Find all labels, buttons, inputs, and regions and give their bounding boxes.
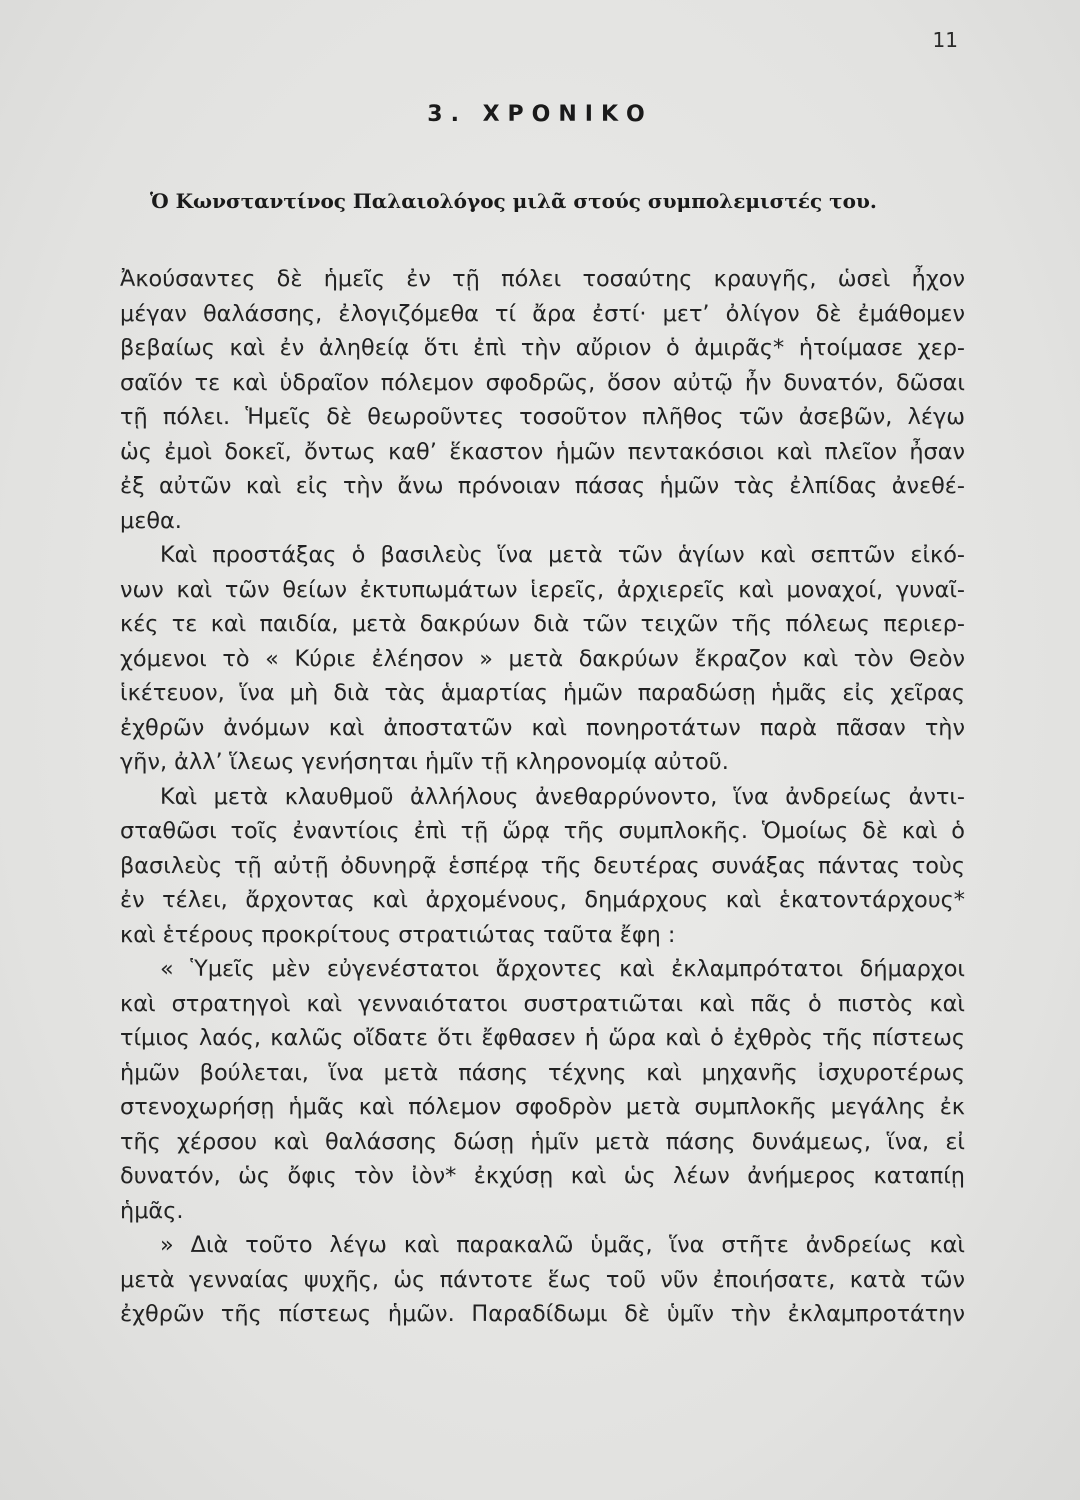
text-line: βεβαίως καὶ ἐν ἀληθείᾳ ὅτι ἐπὶ τὴν αὔριον ὁ ἀμιρᾶς* ἡτοίμασε χερ- xyxy=(120,335,965,361)
text-line: ἐξ αὐτῶν καὶ εἰς τὴν ἄνω πρόνοιαν πάσας ἡμῶν τὰς ἐλπίδας ἀνεθέ- xyxy=(120,473,965,499)
paragraph xyxy=(120,538,965,780)
text-line: Καὶ προστάξας ὁ βασιλεὺς ἵνα μετὰ τῶν ἁγίων καὶ σεπτῶν εἰκό- xyxy=(160,542,965,568)
text-line: καὶ στρατηγοὶ καὶ γενναιότατοι συστρατιῶται καὶ πᾶς ὁ πιστὸς καὶ xyxy=(120,990,965,1017)
text-line: τῇ πόλει. Ἡμεῖς δὲ θεωροῦντες τοσοῦτον πλῆθος τῶν ἀσεβῶν, λέγω xyxy=(120,404,965,430)
text-line: χόμενοι τὸ « Κύριε ἐλέησον » μετὰ δακρύων ἔκραζον καὶ τὸν Θεὸν xyxy=(120,645,965,672)
subtitle: Ὁ Κωνσταντίνος Παλαιολόγος μιλᾶ στούς συμπολεμιστές του. xyxy=(150,189,877,213)
text-line: » Διὰ τοῦτο λέγω καὶ παρακαλῶ ὑμᾶς, ἵνα στῆτε ἀνδρείως καὶ xyxy=(160,1232,965,1258)
text-line: γῆν, ἀλλ’ ἵλεως γενήσηται ἡμῖν τῇ κληρονομίᾳ αὐτοῦ. xyxy=(120,749,729,775)
text-line: τίμιος λαός, καλῶς οἴδατε ὅτι ἔφθασεν ἡ ὥρα καὶ ὁ ἐχθρὸς τῆς πίστεως xyxy=(120,1025,965,1051)
text-line: ὡς ἐμοὶ δοκεῖ, ὄντως καθ’ ἕκαστον ἡμῶν πεντακόσιοι καὶ πλεῖον ἦσαν xyxy=(120,438,965,465)
text-line: κές τε καὶ παιδία, μετὰ δακρύων διὰ τῶν τειχῶν τῆς πόλεως περιερ- xyxy=(120,611,965,637)
text-line: καὶ ἑτέρους προκρίτους στρατιώτας ταῦτα ἔφη : xyxy=(120,921,676,948)
text-line: στενοχωρήσῃ ἡμᾶς καὶ πόλεμον σφοδρὸν μετὰ συμπλοκῆς μεγάλης ἐκ xyxy=(120,1094,965,1120)
text-line: ἡμῶν βούλεται, ἵνα μετὰ πάσης τέχνης καὶ μηχανῆς ἰσχυροτέρως xyxy=(120,1059,965,1086)
paragraph xyxy=(120,1228,965,1332)
paragraph xyxy=(120,262,965,538)
text-line: ἐν τέλει, ἄρχοντας καὶ ἀρχομένους, δημάρχους καὶ ἑκατοντάρχους* xyxy=(120,887,965,913)
text-line: Καὶ μετὰ κλαυθμοῦ ἀλλήλους ἀνεθαρρύνοντο, ἵνα ἀνδρείως ἀντι- xyxy=(160,783,965,810)
text-line: « Ὑμεῖς μὲν εὐγενέστατοι ἄρχοντες καὶ ἐκλαμπρότατοι δήμαρχοι xyxy=(160,956,965,982)
page-number: 11 xyxy=(932,28,958,52)
text-line: Ἀκούσαντες δὲ ἡμεῖς ἐν τῇ πόλει τοσαύτης κραυγῆς, ὡσεὶ ἦχον xyxy=(120,266,965,292)
text-line: ἱκέτευον, ἵνα μὴ διὰ τὰς ἁμαρτίας ἡμῶν παραδώσῃ ἡμᾶς εἰς χεῖρας xyxy=(120,680,965,706)
text-line: ἡμᾶς. xyxy=(120,1197,184,1224)
text-line: μεθα. xyxy=(120,507,182,534)
text-line: σταθῶσι τοῖς ἐναντίοις ἐπὶ τῇ ὥρᾳ τῆς συμπλοκῆς. Ὁμοίως δὲ καὶ ὁ xyxy=(120,818,965,844)
text-line: δυνατόν, ὡς ὄφις τὸν ἰὸν* ἐκχύσῃ καὶ ὡς λέων ἀνήμερος καταπίῃ xyxy=(120,1163,965,1189)
paragraph xyxy=(120,952,965,1228)
body-text xyxy=(120,262,965,1332)
text-line: ἐχθρῶν τῆς πίστεως ἡμῶν. Παραδίδωμι δὲ ὑμῖν τὴν ἐκλαμπροτάτην xyxy=(120,1301,965,1327)
text-line: σαῖόν τε καὶ ὑδραῖον πόλεμον σφοδρῶς, ὅσον αὐτῷ ἦν δυνατόν, δῶσαι xyxy=(120,369,965,396)
text-line: βασιλεὺς τῇ αὐτῇ ὀδυνηρᾷ ἑσπέρᾳ τῆς δευτέρας συνάξας πάντας τοὺς xyxy=(120,852,965,879)
text-line: μετὰ γενναίας ψυχῆς, ὡς πάντοτε ἕως τοῦ νῦν ἐποιήσατε, κατὰ τῶν xyxy=(120,1266,965,1293)
chapter-title: 3. ΧΡΟΝΙΚΟ xyxy=(427,102,653,127)
text-line: νων καὶ τῶν θείων ἐκτυπωμάτων ἱερεῖς, ἀρχιερεῖς καὶ μοναχοί, γυναῖ- xyxy=(120,576,965,603)
text-line: ἐχθρῶν ἀνόμων καὶ ἀποστατῶν καὶ πονηροτάτων παρὰ πᾶσαν τὴν xyxy=(120,714,965,741)
paragraph xyxy=(120,780,965,953)
text-line: τῆς χέρσου καὶ θαλάσσης δώσῃ ἡμῖν μετὰ πάσης δυνάμεως, ἵνα, εἰ xyxy=(120,1128,965,1155)
text-line: μέγαν θαλάσσης, ἐλογιζόμεθα τί ἄρα ἐστί· μετ’ ὀλίγον δὲ ἐμάθομεν xyxy=(120,300,965,327)
